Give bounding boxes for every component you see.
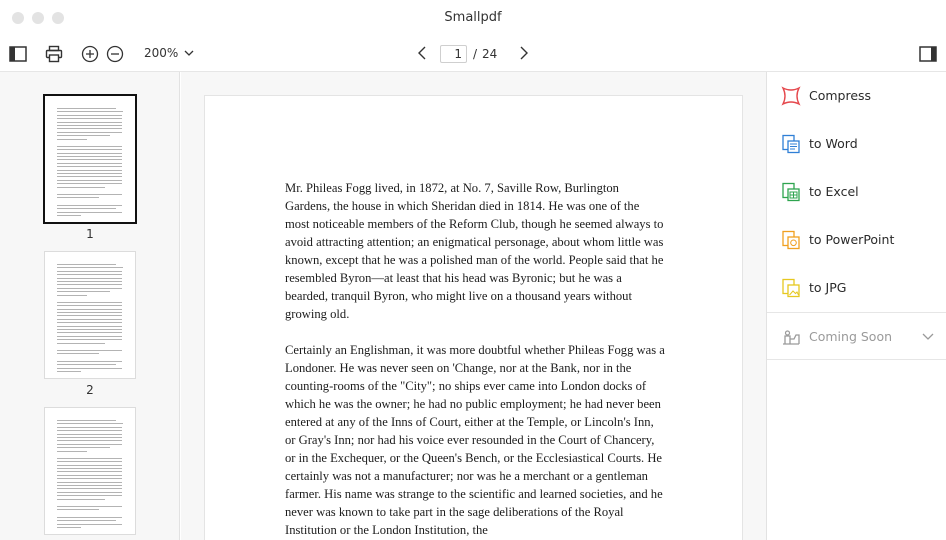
thumbnail-text-line [57, 482, 122, 483]
thumbnail-text-line [57, 212, 122, 213]
tool-label: to Excel [809, 184, 859, 199]
thumbnail-text-line [57, 451, 87, 452]
chevron-down-icon [922, 333, 934, 340]
thumbnail-text-line [57, 125, 122, 126]
page-separator: / [473, 46, 478, 61]
jpg-icon [781, 278, 801, 298]
thumbnail-text-line [57, 350, 122, 351]
thumbnail-text-line [57, 274, 122, 275]
chevron-right-icon [520, 46, 528, 60]
print-icon[interactable] [45, 45, 63, 63]
thumbnail-text-line [57, 156, 122, 157]
thumbnail-text-line [57, 176, 122, 177]
thumbnail-text-line [57, 118, 122, 119]
thumbnail-text-line [57, 517, 122, 518]
thumbnail-text-line [57, 111, 123, 112]
thumbnail-text-line [57, 430, 122, 431]
thumbnail-text-line [57, 312, 122, 313]
thumbnail-text-line [57, 146, 122, 147]
tools-panel [766, 72, 946, 540]
coming-soon-label: Coming Soon [809, 329, 893, 344]
thumbnail-text-line [57, 281, 122, 282]
toggle-tools-panel-icon[interactable] [919, 45, 937, 63]
thumbnail-text-line [57, 319, 122, 320]
thumbnail-text-line [57, 353, 99, 354]
thumbnail-text-line [57, 475, 122, 476]
thumbnail-text-line [57, 278, 122, 279]
tools-coming-soon-icon [781, 327, 801, 347]
tool-label: to Word [809, 136, 858, 151]
to-powerpoint-tool-button[interactable] [767, 216, 946, 264]
thumbnail-text-line [57, 471, 122, 472]
thumbnail-text-line [57, 485, 122, 486]
thumbnail-text-line [57, 271, 122, 272]
thumbnail-text-line [57, 309, 122, 310]
to-excel-tool-button[interactable] [767, 168, 946, 216]
thumbnail-text-line [57, 322, 122, 323]
thumbnail-text-line [57, 315, 122, 316]
thumbnail-text-line [57, 336, 122, 337]
thumbnail-text-line [57, 326, 122, 327]
next-page-button[interactable] [520, 46, 528, 63]
thumbnail-text-line [57, 305, 122, 306]
thumbnail-text-line [57, 520, 116, 521]
thumbnail-text-line [57, 364, 116, 365]
document-page [204, 95, 743, 540]
thumbnail-text-line [57, 468, 122, 469]
tool-label: to PowerPoint [809, 232, 895, 247]
zoom-dropdown[interactable] [144, 46, 194, 60]
thumbnail-text-line [57, 170, 122, 171]
zoom-in-icon[interactable] [81, 45, 99, 63]
thumbnail-text-line [57, 458, 122, 459]
thumbnail-text-line [57, 267, 123, 268]
thumbnail-text-line [57, 128, 122, 129]
page-number-input[interactable] [440, 45, 467, 63]
thumbnail-text-line [57, 180, 122, 181]
thumbnail-text-line [57, 264, 116, 265]
window-title: Smallpdf [444, 10, 502, 25]
page-text [285, 179, 665, 540]
thumbnail-text-line [57, 371, 81, 372]
thumbnail-text-line [57, 465, 122, 466]
thumbnail-text-line [57, 478, 122, 479]
thumbnail-text-line [57, 159, 122, 160]
thumbnail-text-line [57, 288, 122, 289]
word-icon [781, 134, 801, 154]
paragraph: Certainly an Englishman, it was more doubtful whether Phileas Fogg was a Londoner. He was never seen on 'Change, nor at the Bank, nor in the counting-rooms of the "City"; no ships ever came into London docks of which he was the owner; he had no public employment; he had never been entered at any of the Inns of Court, either at the Temple, or Lincoln's Inn, or Gray's Inn; nor had his voice ever resounded in the Court of Chancery, or in the Exchequer, or the Queen's Bench, or the Ecclesiastical Courts. He certainly was not a manufacturer; nor was he a merchant or a gentleman farmer. His name was strange to the scientific and learned societies, and he never was known to take part in the sage deliberations of the Royal Institution or the London Institution, the [285, 343, 665, 537]
thumbnail-text-line [57, 149, 122, 150]
page-thumbnail-1[interactable] [43, 94, 137, 224]
coming-soon-section[interactable] [767, 312, 946, 360]
thumbnail-text-line [57, 108, 116, 109]
toolbar [0, 36, 946, 72]
to-word-tool-button[interactable] [767, 120, 946, 168]
thumbnail-text-line [57, 122, 122, 123]
compress-icon [781, 86, 801, 106]
thumbnail-text-line [57, 115, 122, 116]
tool-label: to JPG [809, 280, 847, 295]
page-navigator [418, 44, 528, 63]
thumbnail-text-line [57, 163, 122, 164]
total-pages: 24 [482, 46, 498, 61]
thumbnail-text-line [57, 295, 87, 296]
thumbnail-text-line [57, 423, 123, 424]
thumbnail-text-line [57, 332, 122, 333]
thumbnail-text-line [57, 291, 110, 292]
thumbnail-text-line [57, 215, 81, 216]
thumbnail-text-line [57, 339, 122, 340]
thumbnail-text-line [57, 506, 122, 507]
thumbnail-text-line [57, 524, 122, 525]
chevron-left-icon [418, 46, 426, 60]
thumbnail-text-line [57, 153, 122, 154]
tool-label: Compress [809, 88, 872, 103]
thumbnail-text-line [57, 488, 122, 489]
title-bar [0, 0, 946, 36]
thumbnail-page-number: 2 [86, 383, 94, 397]
powerpoint-icon [781, 230, 801, 250]
thumbnail-text-line [57, 166, 122, 167]
document-viewer[interactable] [181, 72, 766, 540]
thumbnail-text-line [57, 361, 122, 362]
thumbnail-text-line [57, 205, 122, 206]
page-thumbnail-2[interactable] [44, 251, 136, 379]
compress-tool-button[interactable] [767, 72, 946, 120]
thumbnail-text-line [57, 197, 99, 198]
thumbnail-text-line [57, 135, 110, 136]
to-jpg-tool-button[interactable] [767, 264, 946, 312]
thumbnail-text-line [57, 495, 122, 496]
thumbnail-text-line [57, 509, 99, 510]
thumbnail-page-number: 1 [86, 227, 94, 241]
thumbnail-text-line [57, 427, 122, 428]
thumbnail-text-line [57, 183, 122, 184]
thumbnail-text-line [57, 343, 105, 344]
thumbnail-text-line [57, 132, 122, 133]
toggle-sidebar-icon[interactable] [9, 45, 27, 63]
thumbnail-text-line [57, 447, 110, 448]
thumbnail-text-line [57, 284, 122, 285]
thumbnail-text-line [57, 461, 122, 462]
excel-icon [781, 182, 801, 202]
paragraph: Mr. Phileas Fogg lived, in 1872, at No. 7, Saville Row, Burlington Gardens, the house in which Sheridan died in 1814. He was one of the most noticeable members of the Reform Club, though he seemed always to avoid attracting attention; an enigmatical personage, about whom little was known, except that he was a polished man of the world. People said that he resembled Byron—at least that his head was Byronic; but he was a bearded, tranquil Byron, who might live on a thousand years without growing old. [285, 181, 664, 321]
thumbnail-text-line [57, 329, 122, 330]
page-thumbnail-3[interactable] [44, 407, 136, 535]
thumbnail-text-line [57, 492, 122, 493]
thumbnail-text-line [57, 194, 122, 195]
thumbnail-text-line [57, 208, 116, 209]
thumbnail-sidebar[interactable] [0, 72, 180, 540]
zoom-level: 200% [144, 46, 179, 60]
thumbnail-text-line [57, 499, 105, 500]
thumbnail-text-line [57, 420, 116, 421]
thumbnail-text-line [57, 444, 122, 445]
previous-page-button[interactable] [418, 46, 426, 63]
thumbnail-text-line [57, 173, 122, 174]
thumbnail-text-line [57, 187, 105, 188]
thumbnail-text-line [57, 139, 87, 140]
zoom-out-icon[interactable] [106, 45, 124, 63]
chevron-down-icon [184, 50, 194, 56]
thumbnail-text-line [57, 434, 122, 435]
thumbnail-text-line [57, 302, 122, 303]
thumbnail-text-line [57, 437, 122, 438]
thumbnail-text-line [57, 368, 122, 369]
thumbnail-text-line [57, 440, 122, 441]
thumbnail-text-line [57, 527, 81, 528]
